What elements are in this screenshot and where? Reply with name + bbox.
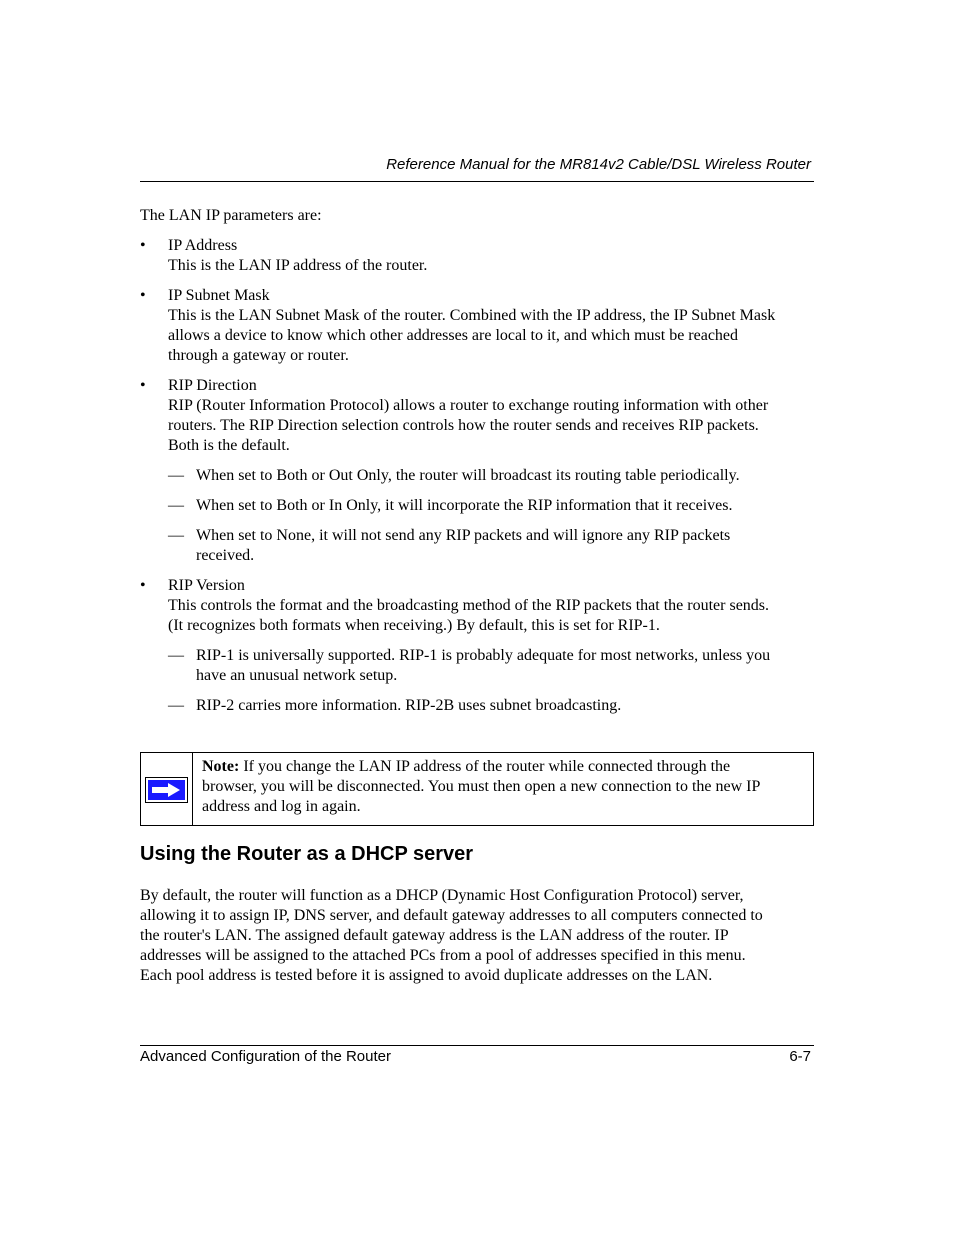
dash-mark: —	[168, 527, 184, 544]
bullet-title: RIP Direction	[168, 377, 257, 394]
bullet-line: Both is the default.	[168, 437, 290, 454]
dash-mark: —	[168, 697, 184, 714]
bullet-line: RIP (Router Information Protocol) allows a router to exchange routing information with other	[168, 397, 769, 414]
dash-mark: —	[168, 467, 184, 484]
note-divider	[192, 753, 193, 825]
dash-mark: —	[168, 647, 184, 664]
bullet-mark: •	[140, 377, 146, 394]
bullet-title: RIP Version	[168, 577, 245, 594]
bullet-line: through a gateway or router.	[168, 347, 349, 364]
dash-line: When set to Both or In Only, it will incorporate the RIP information that it receives.	[196, 497, 733, 514]
dash-line: When set to Both or Out Only, the router will broadcast its routing table periodically.	[196, 467, 740, 484]
note-text	[202, 757, 806, 817]
bullet-line: This is the LAN IP address of the router.	[168, 257, 428, 274]
dash-line: RIP-1 is universally supported. RIP-1 is probably adequate for most networks, unless you	[196, 647, 771, 664]
paragraph-line: the router's LAN. The assigned default gateway address is the LAN address of the router. IP	[140, 927, 729, 944]
paragraph-line: By default, the router will function as a DHCP (Dynamic Host Configuration Protocol) server,	[140, 887, 744, 904]
bullet-mark: •	[140, 577, 146, 594]
footer-chapter: Advanced Configuration of the Router	[140, 1048, 391, 1065]
bullet-line: This controls the format and the broadcasting method of the RIP packets that the router sends.	[168, 597, 770, 614]
paragraph-line: addresses will be assigned to the attached PCs from a pool of addresses specified in this menu.	[140, 947, 746, 964]
bullet-line: This is the LAN Subnet Mask of the router. Combined with the IP address, the IP Subnet Mask	[168, 307, 776, 324]
bullet-mark: •	[140, 287, 146, 304]
header-rule	[140, 181, 814, 182]
dash-mark: —	[168, 497, 184, 514]
paragraph-line: allowing it to assign IP, DNS server, and default gateway addresses to all computers connected to	[140, 907, 763, 924]
bullet-line: routers. The RIP Direction selection controls how the router sends and receives RIP packets.	[168, 417, 759, 434]
page-number: 6-7	[789, 1048, 811, 1065]
dash-line: RIP-2 carries more information. RIP-2B uses subnet broadcasting.	[196, 697, 622, 714]
note-line: If you change the LAN IP address of the router while connected through the	[239, 758, 731, 775]
bullet-title: IP Subnet Mask	[168, 287, 270, 304]
intro-text: The LAN IP parameters are:	[140, 207, 322, 224]
dash-line: When set to None, it will not send any RIP packets and will ignore any RIP packets	[196, 527, 731, 544]
dhcp-paragraph	[140, 886, 814, 986]
note-line: address and log in again.	[202, 798, 361, 815]
dash-line: have an unusual network setup.	[196, 667, 398, 684]
bullet-mark: •	[140, 237, 146, 254]
header-title: Reference Manual for the MR814v2 Cable/DSL Wireless Router	[386, 156, 811, 173]
note-label: Note:	[202, 758, 240, 775]
footer-rule	[140, 1045, 814, 1046]
note-line: browser, you will be disconnected. You must then open a new connection to the new IP	[202, 778, 761, 795]
arrow-right-icon	[145, 777, 188, 803]
dash-line: received.	[196, 547, 255, 564]
section-heading: Using the Router as a DHCP server	[140, 843, 474, 865]
bullet-title: IP Address	[168, 237, 238, 254]
bullet-line: allows a device to know which other addresses are local to it, and which must be reached	[168, 327, 739, 344]
paragraph-line: Each pool address is tested before it is assigned to avoid duplicate addresses on the LAN.	[140, 967, 713, 984]
bullet-line: (It recognizes both formats when receiving.) By default, this is set for RIP-1.	[168, 617, 660, 634]
note-box	[140, 752, 814, 826]
